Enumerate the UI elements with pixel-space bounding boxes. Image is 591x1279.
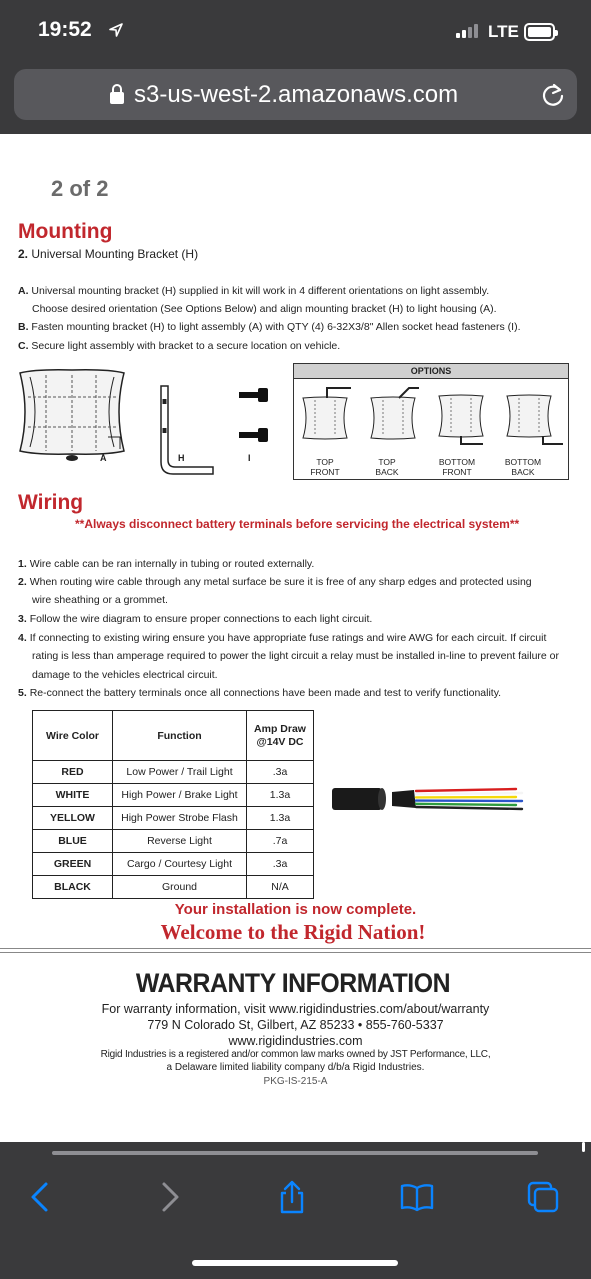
welcome-text: Welcome to the Rigid Nation! — [160, 920, 426, 944]
mounting-step: B. Fasten mounting bracket (H) to light assembly (A) with QTY (4) 6-32X3/8" Allen socket head fasteners (I). — [18, 321, 521, 333]
amp-cell: 1.3a — [247, 784, 314, 807]
pdf-document[interactable] — [0, 134, 591, 1142]
table-row — [33, 853, 314, 876]
amp-cell: .7a — [247, 830, 314, 853]
warranty-line: Rigid Industries is a registered and/or common law marks owned by JST Performance, LLC, — [100, 1049, 491, 1060]
divider — [0, 952, 591, 953]
divider — [0, 948, 591, 949]
wiring-step: wire sheathing or a grommet. — [32, 594, 168, 606]
tabs-icon[interactable] — [526, 1180, 560, 1214]
column-header: Amp Draw @14V DC — [247, 711, 314, 761]
warranty-line: a Delaware limited liability company d/b/a Rigid Industries. — [166, 1062, 425, 1073]
wiring-step: 4. If connecting to existing wiring ensure you have appropriate fuse ratings and wire AWG for each circuit. If circuit — [18, 632, 547, 644]
warranty-heading: WARRANTY INFORMATION — [135, 968, 451, 998]
wire-color-table — [32, 710, 314, 899]
wire-color-cell: GREEN — [33, 853, 113, 876]
amp-cell: N/A — [247, 876, 314, 899]
function-cell: High Power Strobe Flash — [113, 807, 247, 830]
browser-chrome-top — [0, 0, 591, 134]
home-indicator[interactable] — [192, 1260, 398, 1266]
table-row — [33, 784, 314, 807]
wire-strand — [416, 793, 522, 794]
part-label-i: I — [248, 453, 251, 463]
function-cell: Cargo / Courtesy Light — [113, 853, 247, 876]
status-time: 19:52 — [38, 18, 92, 41]
column-header: Wire Color — [33, 711, 113, 761]
share-icon[interactable] — [275, 1180, 309, 1214]
table-row — [33, 830, 314, 853]
function-cell: Reverse Light — [113, 830, 247, 853]
part-label-a: A — [100, 453, 107, 463]
wiring-step: 5. Re-connect the battery terminals once all connections have been made and test to verify functionality. — [18, 687, 502, 699]
wire-color-cell: BLUE — [33, 830, 113, 853]
table-row — [33, 807, 314, 830]
warranty-line: 779 N Colorado St, Gilbert, AZ 85233 • 855-760-5337 — [147, 1018, 444, 1032]
location-arrow-icon — [108, 22, 124, 38]
back-icon[interactable] — [24, 1180, 58, 1214]
column-header: Function — [113, 711, 247, 761]
mounting-step: Choose desired orientation (See Options Below) and align mounting bracket (H) to light housing (A). — [32, 303, 497, 315]
installation-complete-text: Your installation is now complete. — [174, 901, 417, 918]
network-type: LTE — [488, 22, 519, 41]
lock-icon — [109, 83, 125, 105]
page-scrollbar[interactable] — [52, 1151, 538, 1155]
wire-color-cell: YELLOW — [33, 807, 113, 830]
wire-cable-drawing — [330, 782, 530, 816]
wiring-step: damage to the vehicles electrical circuit. — [32, 669, 218, 681]
url-text[interactable]: s3-us-west-2.amazonaws.com — [134, 81, 459, 108]
warranty-line: PKG-IS-215-A — [263, 1076, 328, 1087]
mounting-subtitle: 2. Universal Mounting Bracket (H) — [18, 247, 199, 261]
option-label-top-back: TOP BACK — [375, 457, 399, 477]
warranty-line: For warranty information, visit www.rigidindustries.com/about/warranty — [101, 1002, 490, 1016]
cellular-signal-icon — [456, 24, 478, 38]
amp-cell: .3a — [247, 853, 314, 876]
wire-strand — [416, 804, 516, 805]
battery-icon — [524, 23, 555, 41]
option-label-bottom-front: BOTTOM FRONT — [438, 457, 476, 477]
screw-fasteners-drawing — [238, 387, 270, 447]
battery-warning: **Always disconnect battery terminals before servicing the electrical system** — [75, 517, 520, 531]
wire-strand — [416, 789, 516, 791]
wiring-step: 3. Follow the wire diagram to ensure proper connections to each light circuit. — [18, 613, 373, 625]
table-row — [33, 876, 314, 899]
function-cell: Low Power / Trail Light — [113, 761, 247, 784]
wiring-step: rating is less than amperage required to power the light circuit a relay must be installed in-line to prevent failure or — [32, 650, 560, 662]
orientation-option-drawings — [299, 384, 565, 446]
scroll-thumb[interactable] — [582, 1142, 585, 1152]
wire-color-cell: WHITE — [33, 784, 113, 807]
amp-cell: 1.3a — [247, 807, 314, 830]
wiring-step: 1. Wire cable can be ran internally in tubing or routed externally. — [18, 558, 315, 570]
browser-toolbar — [0, 1142, 591, 1279]
options-panel — [293, 363, 569, 480]
function-cell: Ground — [113, 876, 247, 899]
part-label-h: H — [178, 453, 185, 463]
wire-color-cell: BLACK — [33, 876, 113, 899]
function-cell: High Power / Brake Light — [113, 784, 247, 807]
warranty-line: www.rigidindustries.com — [228, 1034, 363, 1048]
option-label-bottom-back: BOTTOM BACK — [504, 457, 542, 477]
option-label-top-front: TOP FRONT — [310, 457, 340, 477]
light-assembly-drawing — [16, 367, 128, 465]
mounting-step: A. Universal mounting bracket (H) supplied in kit will work in 4 different orientations on light assembly. — [18, 285, 490, 297]
wire-strand — [416, 807, 522, 809]
forward-icon[interactable] — [152, 1180, 186, 1214]
wiring-heading: Wiring — [18, 491, 84, 514]
bookmarks-icon[interactable] — [400, 1180, 434, 1214]
wiring-step: 2. When routing wire cable through any metal surface be sure it is free of any sharp edges and protected using — [18, 576, 532, 588]
wire-color-cell: RED — [33, 761, 113, 784]
table-row — [33, 761, 314, 784]
page-indicator: 2 of 2 — [51, 176, 109, 201]
mounting-bracket-drawing — [155, 384, 215, 479]
options-heading: OPTIONS — [294, 364, 568, 379]
address-bar[interactable] — [14, 69, 577, 120]
mounting-heading: Mounting — [18, 220, 113, 243]
amp-cell: .3a — [247, 761, 314, 784]
reload-icon[interactable] — [540, 82, 566, 108]
mounting-step: C. Secure light assembly with bracket to a secure location on vehicle. — [18, 340, 341, 352]
table-header-row — [33, 711, 314, 761]
